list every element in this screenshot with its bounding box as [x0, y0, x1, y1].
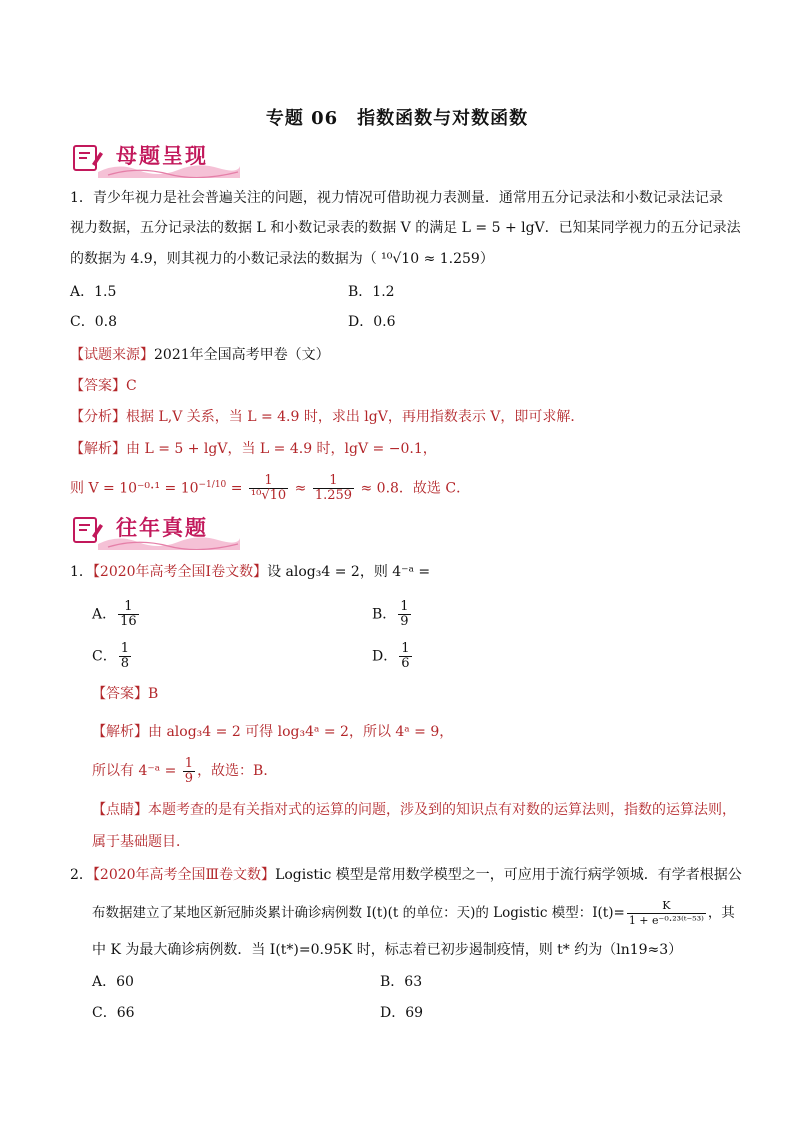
p1-comment: 【点睛】本题考查的是有关指对式的运算的问题，涉及到的知识点有对数的运算法则，指数的运算法则， [92, 802, 736, 818]
analysis-text: 根据 L,V 关系，当 L = 4.9 时，求出 lgV，再用指数表示 V，即可求解． [126, 409, 585, 425]
q1-solution [70, 439, 437, 459]
q1-source [70, 345, 330, 365]
p1-comment-2: 属于基础题目． [92, 834, 190, 850]
q1-option-d: D．0.6 [348, 314, 396, 330]
section-title: 往年真题 [116, 516, 208, 540]
answer-label: 【答案】 [70, 378, 126, 394]
book-pen-icon [70, 140, 104, 174]
p1-solution-line-2: 所以有 4⁻ᵃ = $\frac{1}{9}$ ，故选：B． [92, 755, 278, 786]
answer-value: C [126, 378, 137, 394]
section-header-past [70, 512, 240, 550]
p1-option-a: A． $\frac{1}{16}$ [92, 599, 137, 629]
p2-option-c: C．66 [92, 1005, 135, 1021]
solution2-pre: 则 V = 10⁻⁰·¹ = 10 [70, 480, 199, 497]
section-title: 母题呈现 [116, 144, 208, 168]
q1-line-3: 的数据为 4.9，则其视力的小数记录法的数据为（ ¹⁰√10 ≈ 1.259） [70, 251, 494, 267]
p2-stem: 2．【2020年高考全国Ⅲ卷文数】Logistic 模型是常用数学模型之一，可应用于流行病学领城．有学者根据公 [70, 867, 742, 883]
page-title: 专题 06 指数函数与对数函数 [265, 108, 529, 129]
solution-label: 【解析】 [70, 441, 126, 457]
p1-tag: 【2020年高考全国Ⅰ卷文数】 [92, 564, 268, 580]
q1-option-c: C．0.8 [70, 314, 117, 330]
p2-option-b: B．63 [380, 974, 423, 990]
p1-option-b: B． $\frac{1}{9}$ [372, 599, 409, 629]
p1-option-c: C． $\frac{1}{8}$ [92, 641, 129, 671]
p2-line-2: 布数据建立了某地区新冠肺炎累计确诊病例数 I(t)(t 的单位：天)的 Logistic 模型：I(t)= $\frac{K}{\text{1 + e⁻⁰·²³⁽ᵗ⁻⁵³⁾}}$ ，其 [92, 899, 735, 927]
fraction-1: $\frac{1}{\text{¹⁰√10}}$ [250, 473, 287, 504]
q1-line-1: 1．青少年视力是社会普遍关注的问题，视力情况可借助视力表测量．通常用五分记录法和小数记录法记录 [70, 190, 723, 206]
approx-sign: ≈ [294, 480, 307, 497]
solution2-eq: = [230, 480, 243, 497]
p1-solution: 【解析】由 alog₃4 = 2 可得 log₃4ᵃ = 2，所以 4ᵃ = 9， [92, 724, 454, 740]
q1-solution-line-2 [70, 470, 470, 504]
logistic-fraction: $\frac{K}{\text{1 + e⁻⁰·²³⁽ᵗ⁻⁵³⁾}}$ [628, 899, 704, 927]
fraction-2: $\frac{1}{1.259}$ [314, 473, 353, 504]
source-text: 2021年全国高考甲卷（文） [154, 347, 330, 363]
q1-analysis [70, 407, 584, 427]
book-pen-icon [70, 512, 104, 546]
p2-option-d: D．69 [380, 1005, 424, 1021]
q1-option-b: B．1.2 [348, 284, 395, 300]
solution-text: 由 L = 5 + lgV，当 L = 4.9 时，lgV = −0.1， [126, 441, 437, 457]
p1-answer: 【答案】B [92, 686, 159, 702]
q1-answer [70, 376, 137, 396]
source-label: 【试题来源】 [70, 347, 154, 363]
section-header-mother [70, 140, 240, 178]
p1-stem: 1．【2020年高考全国Ⅰ卷文数】设 alog₃4 = 2，则 4⁻ᵃ = [70, 564, 431, 580]
p1-option-d: D． $\frac{1}{6}$ [372, 641, 410, 671]
solution2-exp: −1/10 [198, 480, 227, 490]
q1-option-a: A．1.5 [70, 284, 117, 300]
p2-line-3: 中 K 为最大确诊病例数．当 I(t*)=0.95K 时，标志着已初步遏制疫情，则 t* 约为（ln19≈3） [92, 942, 683, 958]
solution2-post: ≈ 0.8．故选 C． [360, 480, 471, 497]
p2-option-a: A．60 [92, 974, 134, 990]
q1-line-2: 视力数据，五分记录法的数据 L 和小数记录表的数据 V 的满足 L = 5 + lgV．已知某同学视力的五分记录法 [70, 220, 741, 236]
analysis-label: 【分析】 [70, 409, 126, 425]
